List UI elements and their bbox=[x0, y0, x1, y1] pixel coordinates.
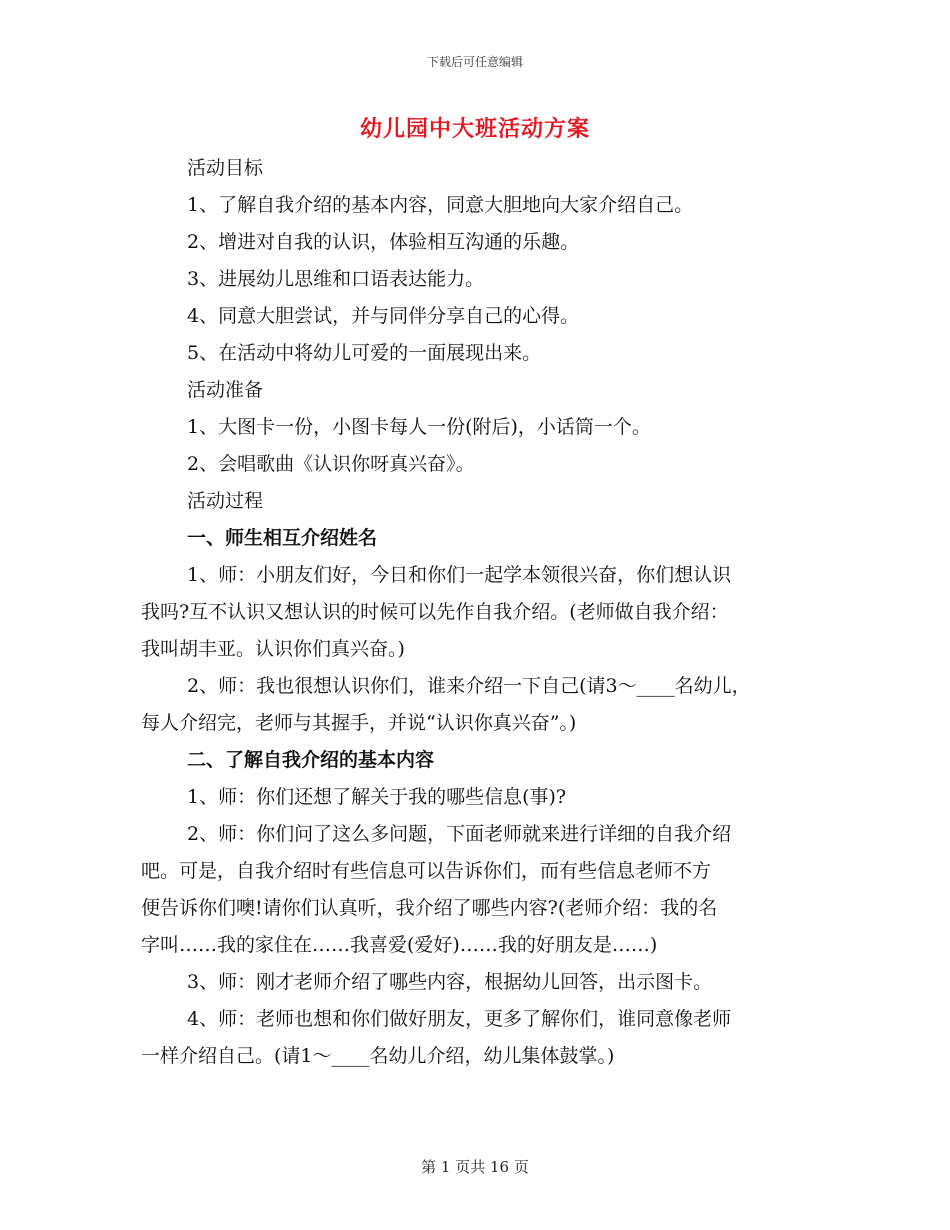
preparation-item-2: 2、会唱歌曲《认识你呀真兴奋》。 bbox=[187, 453, 475, 475]
goal-item-4: 4、同意大胆尝试，并与同伴分享自己的心得。 bbox=[187, 305, 580, 327]
section-heading-goals: 活动目标 bbox=[187, 157, 264, 179]
subsection-heading-2: 二、了解自我介绍的基本内容 bbox=[187, 749, 435, 771]
paragraph-line: 一样介绍自己。(请1～____名幼儿介绍，幼儿集体鼓掌。) bbox=[141, 1045, 615, 1067]
section-heading-preparation: 活动准备 bbox=[187, 379, 264, 401]
paragraph-line: 便告诉你们噢!请你们认真听，我介绍了哪些内容?(老师介绍：我的名 bbox=[141, 897, 718, 919]
paragraph-line: 1、师：小朋友们好，今日和你们一起学本领很兴奋，你们想认识 bbox=[187, 564, 732, 586]
paragraph-line: 2、师：你们问了这么多问题，下面老师就来进行详细的自我介绍 bbox=[187, 823, 732, 845]
document-title: 幼儿园中大班活动方案 bbox=[359, 116, 590, 142]
goal-item-5: 5、在活动中将幼儿可爱的一面展现出来。 bbox=[187, 342, 542, 364]
paragraph-line: 我叫胡丰亚。认识你们真兴奋。) bbox=[141, 638, 405, 660]
paragraph-line: 3、师：刚才老师介绍了哪些内容，根据幼儿回答，出示图卡。 bbox=[187, 971, 713, 993]
paragraph-line: 吧。可是，自我介绍时有些信息可以告诉你们，而有些信息老师不方 bbox=[141, 860, 712, 882]
document-body bbox=[141, 150, 821, 1075]
paragraph-line: 1、师：你们还想了解关于我的哪些信息(事)? bbox=[187, 786, 567, 808]
goal-item-2: 2、增进对自我的认识，体验相互沟通的乐趣。 bbox=[187, 231, 580, 253]
goal-item-1: 1、了解自我介绍的基本内容，同意大胆地向大家介绍自己。 bbox=[187, 194, 694, 216]
section-heading-process: 活动过程 bbox=[187, 490, 264, 512]
header-note: 下载后可任意编辑 bbox=[426, 55, 523, 69]
paragraph-line: 4、师：老师也想和你们做好朋友，更多了解你们，谁同意像老师 bbox=[187, 1008, 732, 1030]
preparation-item-1: 1、大图卡一份，小图卡每人一份(附后)，小话筒一个。 bbox=[187, 416, 651, 438]
goal-item-3: 3、进展幼儿思维和口语表达能力。 bbox=[187, 268, 485, 290]
page-footer: 第 1 页共 16 页 bbox=[421, 1158, 529, 1176]
paragraph-line: 我吗?互不认识又想认识的时候可以先作自我介绍。(老师做自我介绍： bbox=[141, 601, 729, 623]
paragraph-line: 2、师：我也很想认识你们，谁来介绍一下自己(请3～____名幼儿， bbox=[187, 675, 751, 697]
paragraph-line: 每人介绍完，老师与其握手，并说“认识你真兴奋”。) bbox=[141, 712, 577, 734]
paragraph-line: 字叫……我的家住在……我喜爱(爱好)……我的好朋友是……) bbox=[141, 934, 658, 956]
subsection-heading-1: 一、师生相互介绍姓名 bbox=[187, 527, 378, 549]
